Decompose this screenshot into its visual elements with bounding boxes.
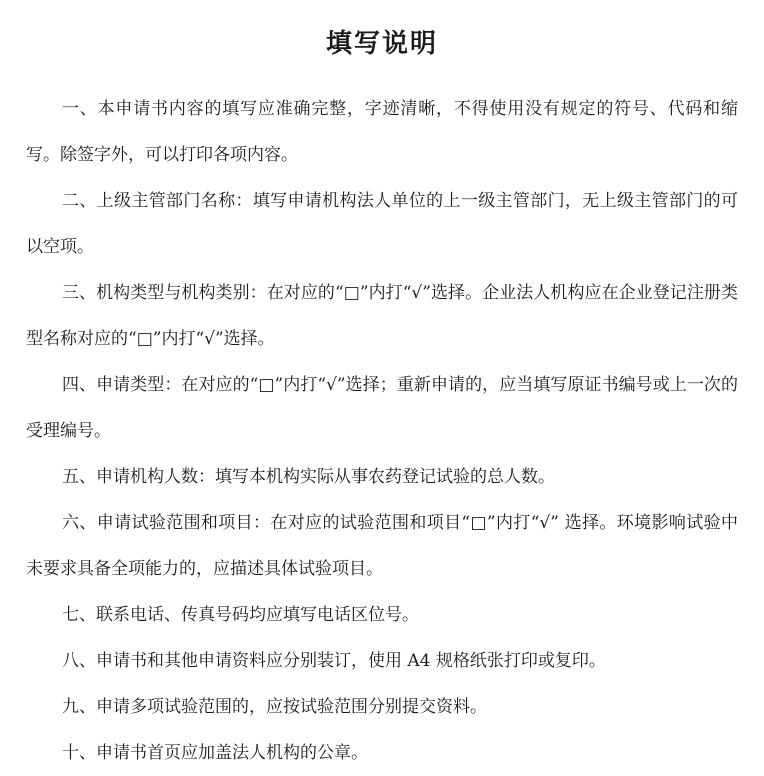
page-title: 填写说明 [325, 29, 438, 59]
instruction-item-8: 八、申请书和其他申请资料应分别装订，使用 A4 规格纸张打印或复印。 [62, 651, 606, 671]
instruction-item-9: 九、申请多项试验范围的，应按试验范围分别提交资料。 [62, 697, 487, 717]
instruction-item-3: 三、机构类型与机构类别：在对应的“□”内打“√”选择。企业法人机构应在企业登记注册类型名称对应的“□”内打“√”选择。 [26, 283, 738, 349]
instruction-item-4: 四、申请类型：在对应的“□”内打“√”选择；重新申请的，应当填写原证书编号或上一次的受理编号。 [26, 375, 738, 441]
instruction-item-5: 五、申请机构人数：填写本机构实际从事农药登记试验的总人数。 [62, 467, 555, 487]
instruction-item-7: 七、联系电话、传真号码均应填写电话区位号。 [62, 605, 419, 625]
instruction-list [26, 86, 738, 776]
instruction-item-2: 二、上级主管部门名称：填写申请机构法人单位的上一级主管部门，无上级主管部门的可以空项。 [26, 191, 738, 257]
instruction-item-1: 一、本申请书内容的填写应准确完整，字迹清晰，不得使用没有规定的符号、代码和缩写。除签字外，可以打印各项内容。 [26, 99, 738, 165]
instruction-item-6: 六、申请试验范围和项目：在对应的试验范围和项目“□”内打“√” 选择。环境影响试验中未要求具备全项能力的，应描述具体试验项目。 [26, 513, 738, 579]
instruction-item-10: 十、申请书首页应加盖法人机构的公章。 [62, 743, 368, 763]
